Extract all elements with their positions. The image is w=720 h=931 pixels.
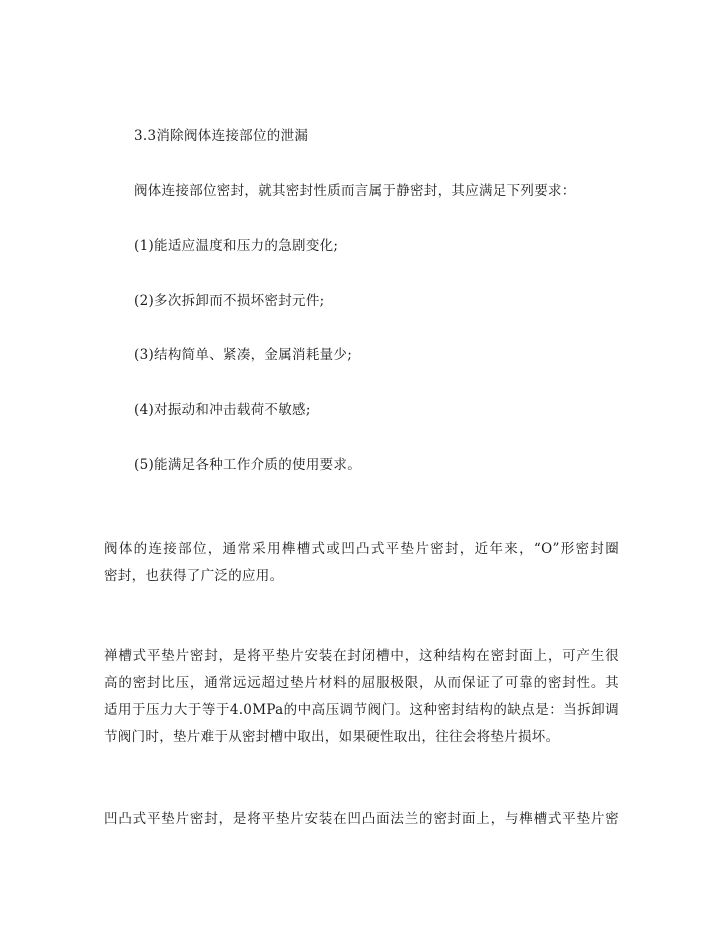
paragraph-2-line: 禅槽式平垫片密封，是将平垫片安装在封闭槽中，这种结构在密封面上，可产生很 bbox=[104, 648, 619, 664]
intro-text: 阀体连接部位密封，就其密封性质而言属于静密封，其应满足下列要求： bbox=[134, 183, 576, 199]
paragraph-3-line: 凹凸式平垫片密封，是将平垫片安装在凹凸面法兰的密封面上，与榫槽式平垫片密 bbox=[104, 811, 619, 827]
requirement-item: (1)能适应温度和压力的急剧变化; bbox=[134, 238, 339, 254]
section-heading: 3.3消除阀体连接部位的泄漏 bbox=[134, 128, 309, 144]
requirement-item: (5)能满足各种工作介质的使用要求。 bbox=[134, 457, 362, 473]
paragraph-2-line: 节阀门时，垫片难于从密封槽中取出，如果硬性取出，往往会将垫片损坏。 bbox=[104, 729, 560, 745]
requirement-item: (4)对振动和冲击载荷不敏感; bbox=[134, 402, 311, 418]
paragraph-1-line: 阀体的连接部位，通常采用榫槽式或凹凸式平垫片密封，近年来，“O”形密封圈 bbox=[104, 541, 619, 557]
paragraph-2-line: 适用于压力大于等于4.0MPa的中高压调节阀门。这种密封结构的缺点是：当拆卸调 bbox=[104, 702, 619, 718]
paragraph-2-line: 高的密封比压，通常远远超过垫片材料的屈服极限，从而保证了可靠的密封性。其 bbox=[104, 675, 619, 691]
requirement-item: (2)多次拆卸而不损坏密封元件; bbox=[134, 293, 325, 309]
paragraph-1-line: 密封，也获得了广泛的应用。 bbox=[104, 568, 284, 584]
requirement-item: (3)结构简单、紧凑，金属消耗量少; bbox=[134, 347, 353, 363]
